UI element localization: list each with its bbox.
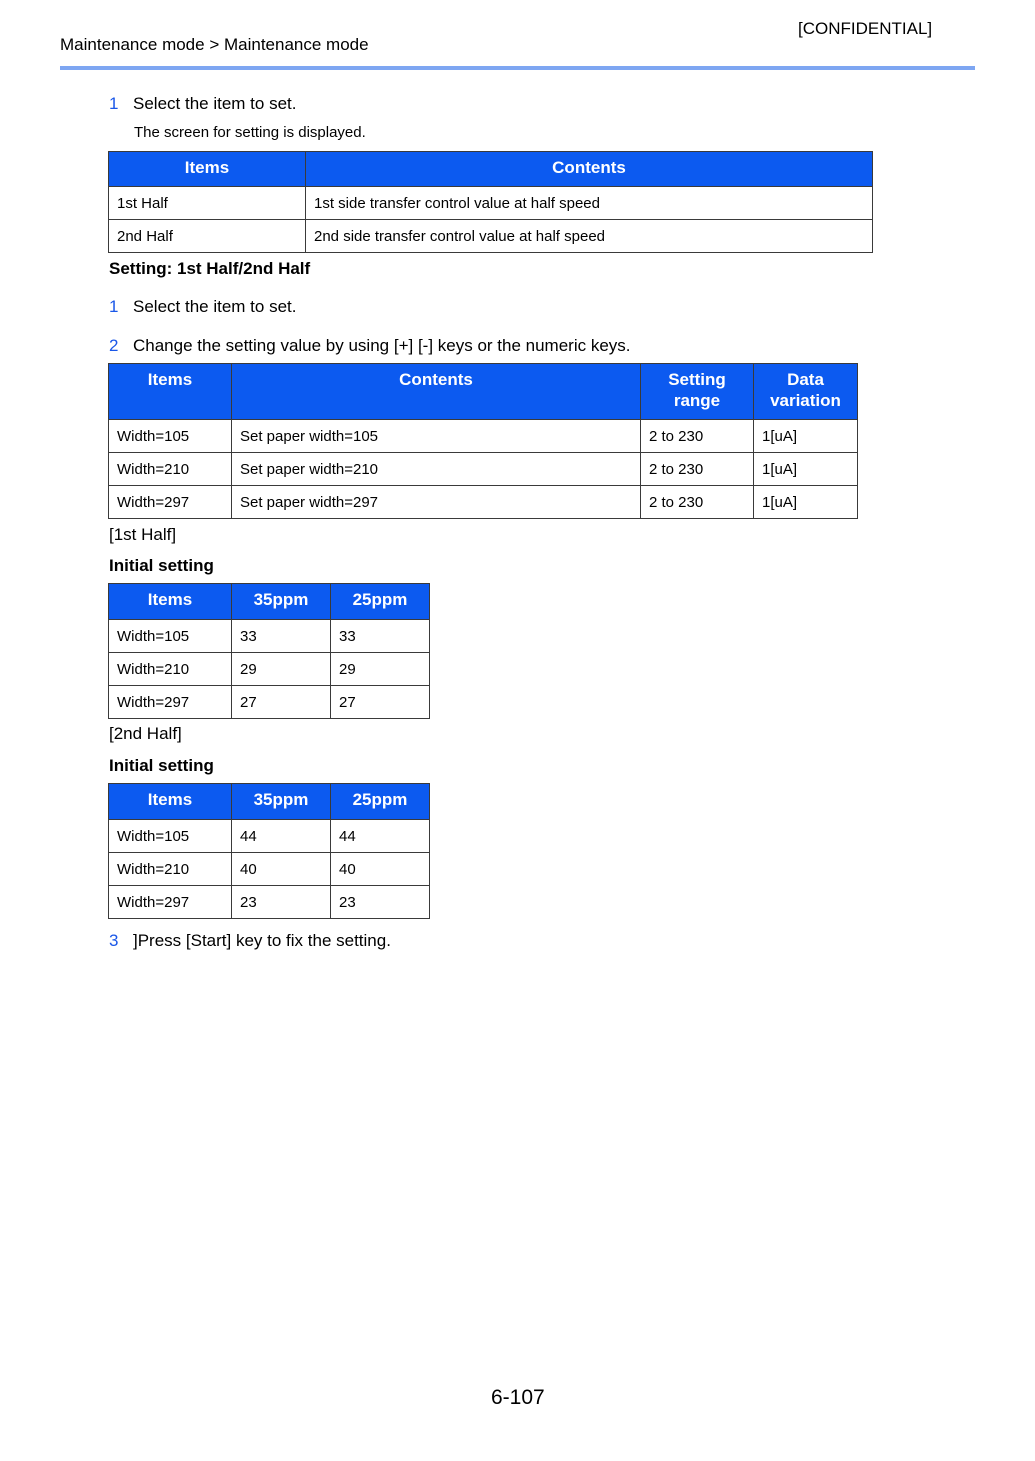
table-cell: Set paper width=297 [232,486,641,519]
table-cell: 1[uA] [754,453,858,486]
table-row [109,853,430,886]
first-half-label: [1st Half] [109,525,177,544]
table-header-row [109,152,873,187]
table-row [109,220,873,253]
table-cell: 2 to 230 [641,420,754,453]
column-header: 35ppm [232,784,331,820]
column-header: Setting range [641,364,754,420]
step-1-description: The screen for setting is displayed. [134,124,366,141]
column-header: 35ppm [232,584,331,620]
table-cell: 44 [232,820,331,853]
setting-heading: Setting: 1st Half/2nd Half [109,259,311,278]
table-cell: 44 [331,820,430,853]
breadcrumb: Maintenance mode > Maintenance mode [60,35,369,54]
table-row [109,686,430,719]
initial-setting-heading: Initial setting [109,756,214,775]
table-row [109,420,858,453]
table-cell: Width=105 [109,620,232,653]
header-divider [60,66,975,70]
column-header: 25ppm [331,584,430,620]
table-cell: Set paper width=105 [232,420,641,453]
table-cell: 23 [232,886,331,919]
initial-setting-heading: Initial setting [109,556,214,575]
table-cell: 33 [232,620,331,653]
column-header: Contents [306,152,873,187]
table-cell: Width=105 [109,420,232,453]
table-cell: Width=210 [109,453,232,486]
step-text: Select the item to set. [133,297,297,316]
column-header: Items [109,784,232,820]
first-half-initial-table [108,583,430,719]
table-cell: 2 to 230 [641,453,754,486]
table-row [109,653,430,686]
table-cell: 1[uA] [754,420,858,453]
table-row [109,620,430,653]
table-cell: Width=105 [109,820,232,853]
table-cell: Width=210 [109,653,232,686]
table-cell: 23 [331,886,430,919]
table-cell: Set paper width=210 [232,453,641,486]
step-number: 1 [109,297,119,316]
step-1-select-item-second [109,297,296,317]
step-number: 2 [109,336,119,355]
table-cell: 2nd Half [109,220,306,253]
table-cell: 40 [232,853,331,886]
step-1-select-item [109,94,296,114]
table-row [109,486,858,519]
table-cell: 1[uA] [754,486,858,519]
column-header: 25ppm [331,784,430,820]
table-row [109,886,430,919]
step-number: 1 [109,94,119,113]
step-text: Change the setting value by using [+] [-] keys or the numeric keys. [133,336,631,355]
table-cell: Width=297 [109,486,232,519]
table-row [109,187,873,220]
table-cell: 27 [331,686,430,719]
table-row [109,453,858,486]
table-header-row [109,584,430,620]
items-contents-table [108,151,873,253]
table-cell: 1st Half [109,187,306,220]
table-cell: 40 [331,853,430,886]
confidential-label: [CONFIDENTIAL] [798,19,933,38]
table-header-row [109,784,430,820]
table-cell: 33 [331,620,430,653]
second-half-initial-table [108,783,430,919]
table-cell: 2 to 230 [641,486,754,519]
page-number: 6-107 [491,1386,545,1409]
table-header-row [109,364,858,420]
step-text: Select the item to set. [133,94,297,113]
step-3-press-start [109,931,391,951]
column-header: Contents [232,364,641,420]
table-row [109,820,430,853]
column-header: Items [109,584,232,620]
column-header: Data variation [754,364,858,420]
step-2-change-value [109,336,631,356]
table-cell: Width=297 [109,686,232,719]
table-cell: 29 [232,653,331,686]
table-cell: 29 [331,653,430,686]
setting-range-table [108,363,858,519]
table-cell: 1st side transfer control value at half speed [306,187,873,220]
table-cell: Width=210 [109,853,232,886]
step-text: ]Press [Start] key to fix the setting. [133,931,391,950]
second-half-label: [2nd Half] [109,724,182,743]
column-header: Items [109,152,306,187]
table-cell: Width=297 [109,886,232,919]
step-number: 3 [109,931,119,950]
table-cell: 27 [232,686,331,719]
column-header: Items [109,364,232,420]
table-cell: 2nd side transfer control value at half speed [306,220,873,253]
